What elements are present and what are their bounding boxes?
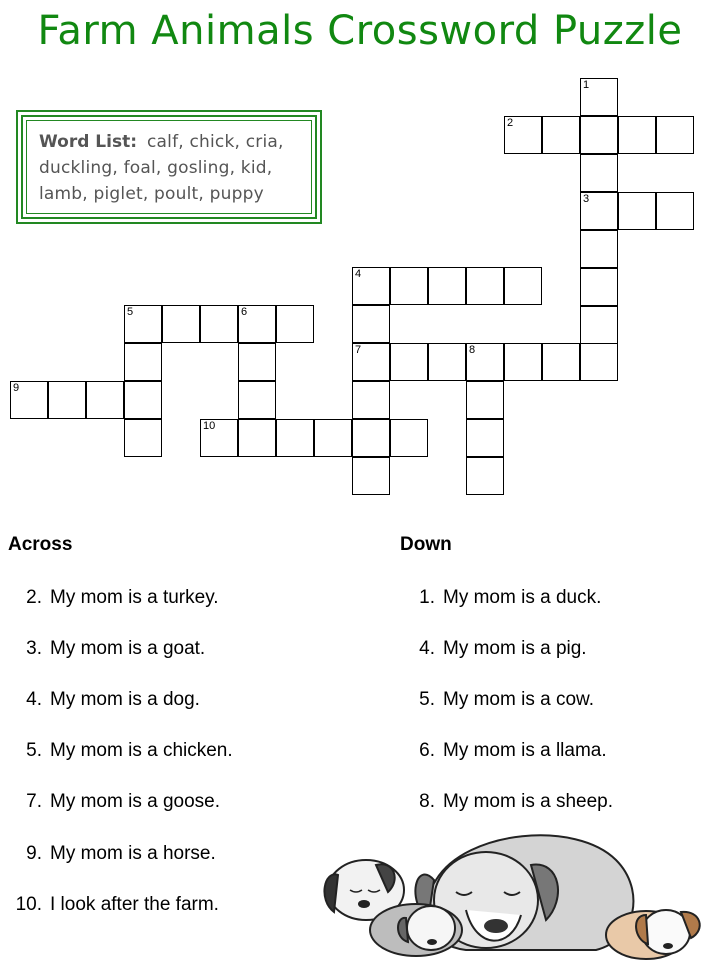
grid-cell[interactable] [200,305,238,343]
grid-cell[interactable] [124,305,162,343]
down-clue: 6. My mom is a llama. [419,740,607,761]
clue-number: 3 [583,193,590,205]
grid-cell[interactable] [580,154,618,192]
grid-cell[interactable] [580,306,618,344]
clue-number: 10 [203,420,216,432]
grid-cell[interactable] [618,116,656,154]
grid-cell[interactable] [580,192,618,230]
grid-cell[interactable] [352,267,390,305]
grid-cell[interactable] [276,419,314,457]
down-clue: 5. My mom is a cow. [419,689,594,710]
grid-cell[interactable] [504,116,542,154]
clue-number: 1 [583,79,590,91]
grid-cell[interactable] [276,305,314,343]
grid-cell[interactable] [542,343,580,381]
grid-cell[interactable] [86,381,124,419]
grid-cell[interactable] [124,381,162,419]
word-list-label: Word List: [39,132,137,152]
word-list-words: calf, chick, cria, duckling, foal, gosling, kid, lamb, piglet, poult, puppy [39,132,284,204]
grid-cell[interactable] [352,381,390,419]
grid-cell[interactable] [238,381,276,419]
grid-cell[interactable] [466,267,504,305]
down-clue: 8. My mom is a sheep. [419,791,613,812]
down-heading: Down [400,534,452,555]
clue-number: 9 [13,382,20,394]
clue-number: 2 [507,117,514,129]
across-clue: 7. My mom is a goose. [26,791,220,812]
clue-number: 4 [355,268,362,280]
grid-cell[interactable] [390,343,428,381]
across-clue: 5. My mom is a chicken. [26,740,233,761]
down-clue: 4. My mom is a pig. [419,638,587,659]
grid-cell[interactable] [124,419,162,457]
grid-cell[interactable] [352,305,390,343]
grid-cell[interactable] [10,381,48,419]
grid-cell[interactable] [162,305,200,343]
grid-cell[interactable] [238,419,276,457]
grid-cell[interactable] [542,116,580,154]
grid-cell[interactable] [390,419,428,457]
grid-cell[interactable] [238,343,276,381]
down-clue: 1. My mom is a duck. [419,587,602,608]
grid-cell[interactable] [352,419,390,457]
grid-cell[interactable] [656,192,694,230]
sleeping-puppies-illustration [316,820,716,960]
clue-number: 7 [355,344,362,356]
grid-cell[interactable] [48,381,86,419]
grid-cell[interactable] [580,230,618,268]
grid-cell[interactable] [238,305,276,343]
across-clue: 10. I look after the farm. [15,894,219,915]
grid-cell[interactable] [124,343,162,381]
grid-cell[interactable] [656,116,694,154]
grid-cell[interactable] [428,267,466,305]
grid-cell[interactable] [390,267,428,305]
across-clue: 4. My mom is a dog. [26,689,200,710]
grid-cell[interactable] [580,116,618,154]
grid-cell[interactable] [466,457,504,495]
grid-cell[interactable] [352,457,390,495]
grid-cell[interactable] [352,343,390,381]
grid-cell[interactable] [314,419,352,457]
page-title: Farm Animals Crossword Puzzle [37,8,683,54]
grid-cell[interactable] [618,192,656,230]
grid-cell[interactable] [428,343,466,381]
grid-cell[interactable] [466,343,504,381]
clue-number: 8 [469,344,476,356]
across-heading: Across [8,534,73,555]
grid-cell[interactable] [504,267,542,305]
across-clue: 3. My mom is a goat. [26,638,206,659]
grid-cell[interactable] [466,381,504,419]
grid-cell[interactable] [580,78,618,116]
across-clue: 9. My mom is a horse. [26,843,216,864]
grid-cell[interactable] [580,343,618,381]
grid-cell[interactable] [580,268,618,306]
across-clue: 2. My mom is a turkey. [26,587,219,608]
grid-cell[interactable] [504,343,542,381]
clue-number: 5 [127,306,134,318]
grid-cell[interactable] [466,419,504,457]
grid-cell[interactable] [200,419,238,457]
clue-number: 6 [241,306,248,318]
